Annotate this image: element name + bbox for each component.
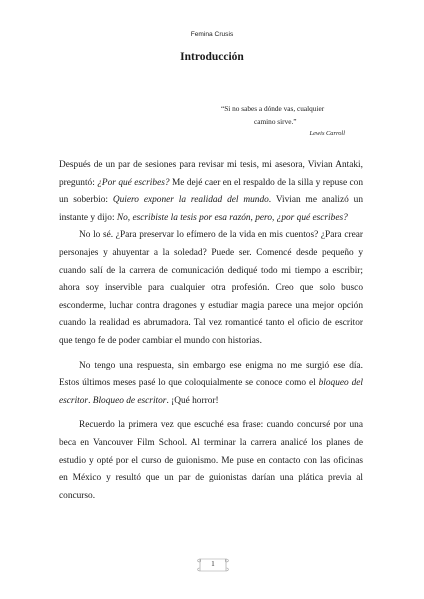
body-text-run: No tengo una respuesta, sin embargo ese enigma no me surgió ese día. Estos últimos meses pasé lo que coloquialmente se conoce como el <box>59 360 363 389</box>
paragraph-4 <box>59 417 363 505</box>
epigraph-author: Lewis Carroll <box>309 130 345 137</box>
body-text <box>59 157 363 505</box>
running-header: Femina Crusis <box>190 31 234 38</box>
body-text-run: . ¡Qué horror! <box>166 395 219 406</box>
epigraph <box>221 102 371 140</box>
paragraph-2 <box>59 227 363 350</box>
body-text-run: Después de un par de sesiones para revisar mi tesis, mi asesora, Vivian Antaki, preguntó: <box>59 160 363 188</box>
chapter-title: Introducción <box>180 51 244 63</box>
page-number-scroll-frame <box>196 556 230 573</box>
body-text-run: Recuerdo la primera vez que escuché esa frase: cuando concursé por una beca en Vancouver Film School. Al terminar la carrera analicé los planes de estudio y opté por el curso de guionismo. Me puse en contacto con las oficinas en México y resultó que un par de guionistas darían una plática previa al concurso. <box>59 420 363 501</box>
body-text-run: No lo sé. ¿Para preservar lo efímero de la vida en mis cuentos? ¿Para crear personajes y ahuyentar a la soledad? Puede ser. Comencé desde pequeño y cuando salí de la carrera de comunicación dediqué todo mi tiempo a escribir; ahora soy inservible para cualquier otra profesión. Creo que solo busco esconderme, luchar contra dragones y estudiar magia parece una mejor opción cuando la realidad es abrumadora. Tal vez romanticé tanto el oficio de escritor que tengo fe de poder cambiar el mundo con historias. <box>59 230 363 346</box>
italic-text: ¿Por qué escribes? <box>97 177 170 188</box>
italic-text: No, escribiste la tesis por esa razón, pero, ¿por qué escribes? <box>116 212 348 223</box>
italic-text: bloqueo del escritor <box>59 378 363 406</box>
epigraph-quote-line-2: camino sirve.” <box>254 117 297 126</box>
paragraph-1 <box>59 157 363 227</box>
body-text-run: Me dejé caer en el respaldo de la silla y repuse con un soberbio: <box>59 177 363 206</box>
italic-text: Bloqueo de escritor <box>92 395 167 406</box>
paragraph-3 <box>59 358 363 411</box>
body-text-run: . <box>88 395 93 406</box>
italic-text: Quiero exponer la realidad del mundo <box>112 195 269 206</box>
body-text-run: . Vivian me analizó un instante y dijo: <box>59 195 363 223</box>
page-number: 1 <box>211 561 215 568</box>
epigraph-quote-line-1: “Si no sabes a dónde vas, cualquier <box>221 104 325 113</box>
